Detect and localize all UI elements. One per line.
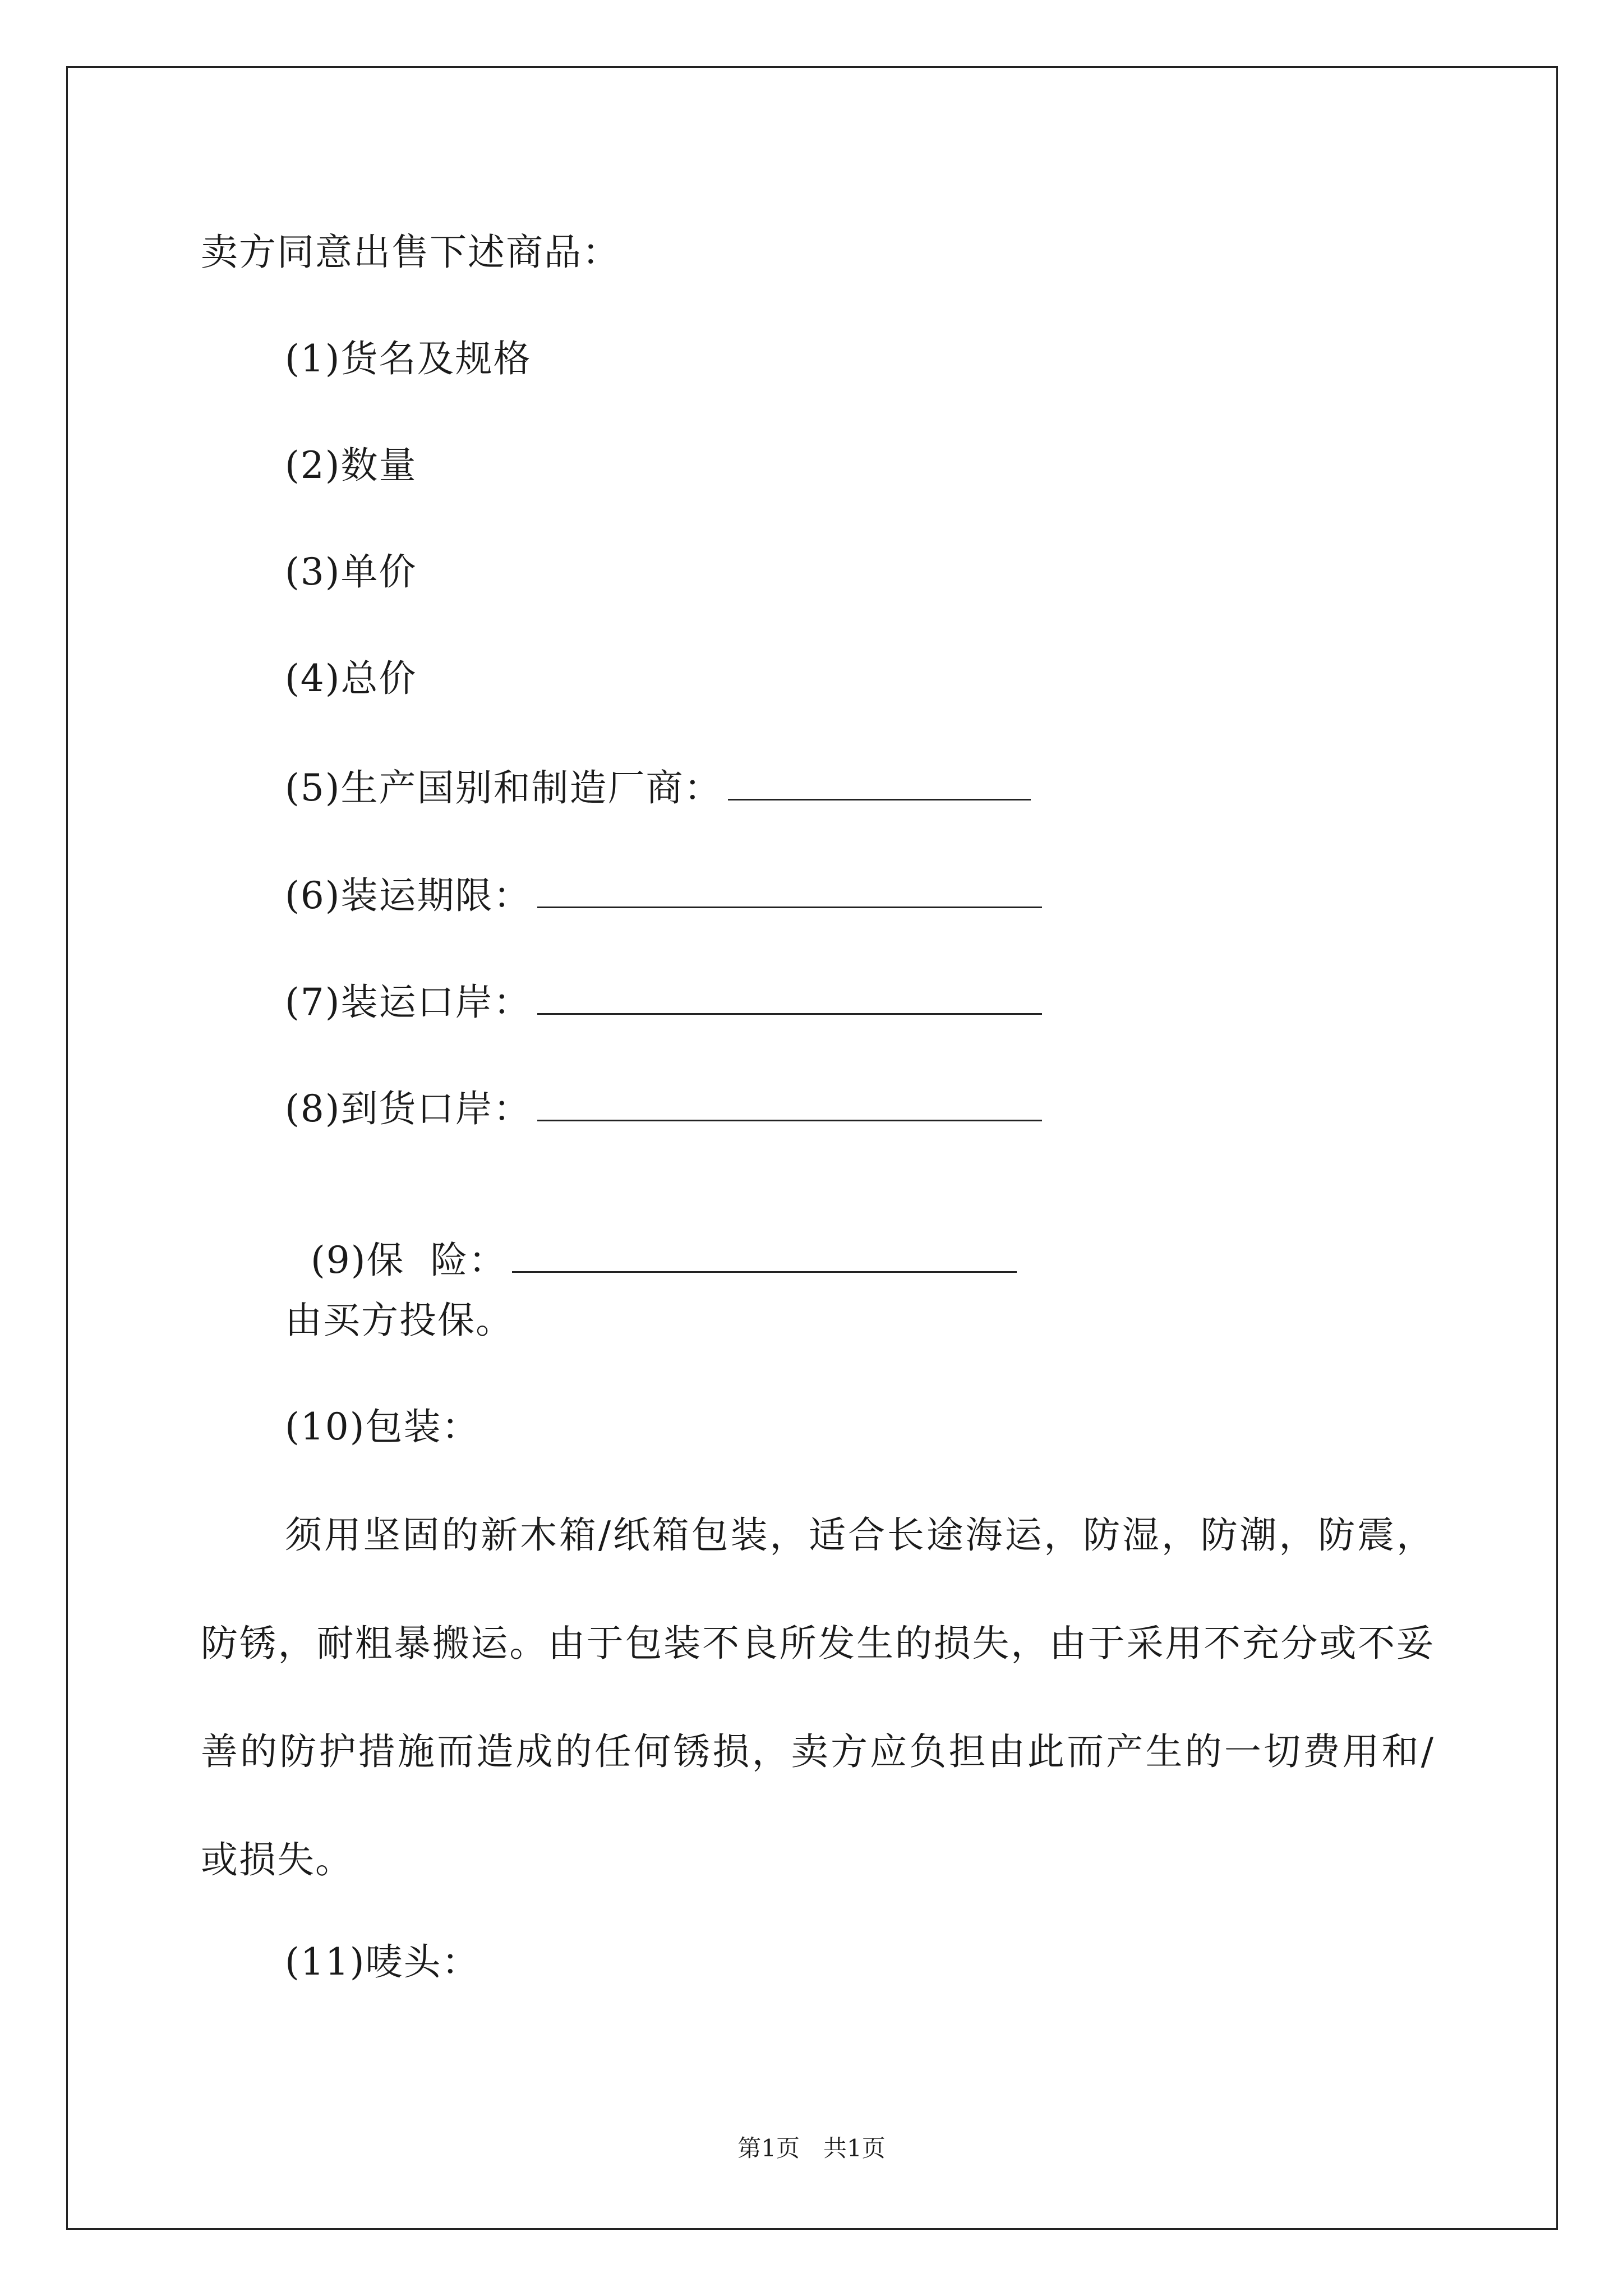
item-8-row	[285, 1085, 1042, 1131]
intro-line: 卖方同意出售下述商品：	[201, 231, 620, 274]
item-8-label: (8)到货口岸：	[285, 1087, 532, 1130]
packing-heading: (10)包装：	[285, 1405, 480, 1448]
item-7-label: (7)装运口岸：	[285, 981, 532, 1024]
item-7-row	[285, 978, 1042, 1025]
destination-port-blank	[537, 1085, 1042, 1121]
page-footer: 第1页 共1页	[737, 2134, 886, 2162]
item-2: (2)数量	[285, 444, 417, 487]
insurance-blank	[512, 1236, 1017, 1273]
marks-heading: (11)唛头：	[285, 1940, 480, 1984]
shipment-period-blank	[537, 872, 1042, 908]
item-5-label: (5)生产国别和制造厂商：	[285, 766, 722, 809]
item-4: (4)总价	[285, 657, 417, 700]
item-9-row	[285, 1191, 1017, 1283]
insurance-note: 由买方投保。	[285, 1299, 514, 1342]
item-9-label: (9)保 险：	[310, 1239, 507, 1282]
item-6-row	[285, 872, 1042, 918]
item-3: (3)单价	[285, 550, 417, 593]
item-1: (1)货名及规格	[285, 337, 532, 380]
manufacturer-blank	[728, 764, 1031, 800]
loading-port-blank	[537, 978, 1042, 1015]
packing-paragraph: 须用坚固的新木箱/纸箱包装，适合长途海运，防湿，防潮，防震，防锈，耐粗暴搬运。由于包装不良所发生的损失，由于采用不充分或不妥善的防护措施而造成的任何锈损，卖方应负担由此而产生的一切费用和/或损失。	[201, 1513, 1435, 1881]
item-5-row	[285, 764, 1031, 811]
item-6-label: (6)装运期限：	[285, 874, 532, 917]
